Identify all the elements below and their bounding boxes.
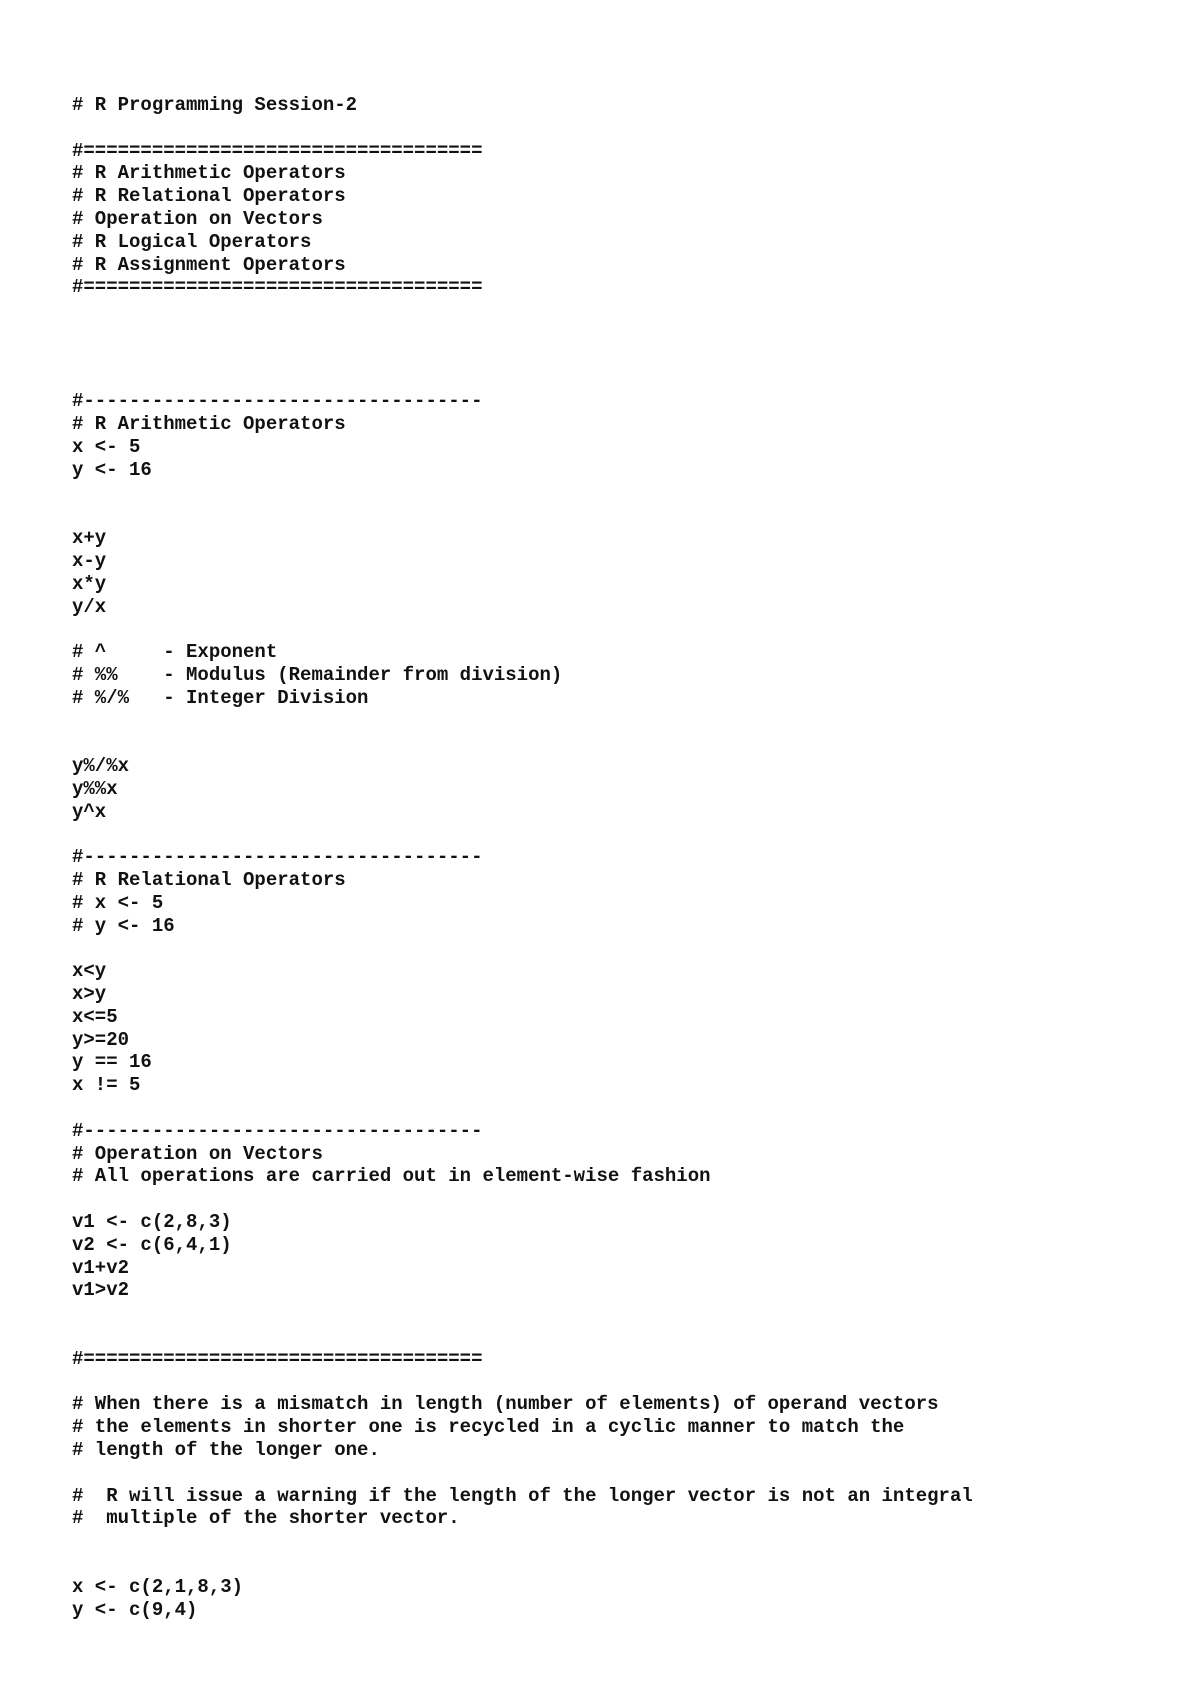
code-line: v1>v2 [72,1279,130,1302]
code-line: v2 <- c(6,4,1) [72,1233,232,1256]
blank-line [72,1302,1152,1325]
code-line: v1+v2 [72,1256,130,1279]
comment-line: # R Relational Operators [72,869,346,892]
blank-line [72,482,1152,505]
blank-line [72,368,1152,391]
comment-line: # R Relational Operators [72,185,346,208]
comment-line: # length of the longer one. [72,1439,380,1462]
blank-line [72,1462,1152,1485]
blank-line [72,345,1152,368]
blank-line [72,299,1152,322]
blank-line [72,1553,1152,1576]
blank-line [72,117,1152,140]
code-line: x != 5 [72,1074,141,1097]
comment-line: # Operation on Vectors [72,207,323,230]
code-line: x>y [72,983,107,1006]
code-line: x+y [72,527,107,550]
blank-line [72,732,1152,755]
code-line: v1 <- c(2,8,3) [72,1211,232,1234]
code-line: y%/%x [72,755,130,778]
code-line: y == 16 [72,1051,152,1074]
blank-line [72,1530,1152,1553]
blank-line [72,824,1152,847]
section-divider: #=================================== [72,139,483,162]
comment-line: # R Arithmetic Operators [72,162,346,185]
code-line: y%%x [72,777,118,800]
comment-line: # multiple of the shorter vector. [72,1507,460,1530]
code-line: y <- c(9,4) [72,1598,198,1621]
comment-line: # %% - Modulus (Remainder from division) [72,663,563,686]
code-line: x-y [72,549,107,572]
code-line: x <- 5 [72,435,141,458]
code-line: y/x [72,595,107,618]
code-line: x<y [72,960,107,983]
blank-line [72,504,1152,527]
code-line: x<=5 [72,1005,118,1028]
comment-line: # ^ - Exponent [72,641,278,664]
comment-line: # R Logical Operators [72,230,312,253]
code-line: y <- 16 [72,458,152,481]
code-line: y>=20 [72,1028,130,1051]
blank-line [72,618,1152,641]
section-divider: #----------------------------------- [72,846,483,869]
section-divider: #=================================== [72,276,483,299]
blank-line [72,322,1152,345]
code-line: x <- c(2,1,8,3) [72,1575,244,1598]
section-divider: #----------------------------------- [72,390,483,413]
code-line: y^x [72,800,107,823]
comment-line: # R Programming Session-2 [72,94,358,116]
blank-line [72,1097,1152,1120]
comment-line: # All operations are carried out in element-wise fashion [72,1165,711,1188]
comment-line: # %/% - Integer Division [72,686,369,709]
comment-line: # R will issue a warning if the length of the longer vector is not an integral [72,1484,973,1507]
comment-line: # Operation on Vectors [72,1142,323,1165]
comment-line: # y <- 16 [72,914,175,937]
code-document [72,94,1152,1621]
comment-line: # the elements in shorter one is recycled in a cyclic manner to match the [72,1416,905,1439]
comment-line: # When there is a mismatch in length (number of elements) of operand vectors [72,1393,939,1416]
blank-line [72,710,1152,733]
comment-line: # R Assignment Operators [72,253,346,276]
blank-line [72,1371,1152,1394]
blank-line [72,1188,1152,1211]
blank-line [72,937,1152,960]
section-divider: #=================================== [72,1347,483,1370]
comment-line: # R Arithmetic Operators [72,413,346,436]
comment-line: # x <- 5 [72,891,164,914]
blank-line [72,1325,1152,1348]
section-divider: #----------------------------------- [72,1119,483,1142]
code-line: x*y [72,572,107,595]
